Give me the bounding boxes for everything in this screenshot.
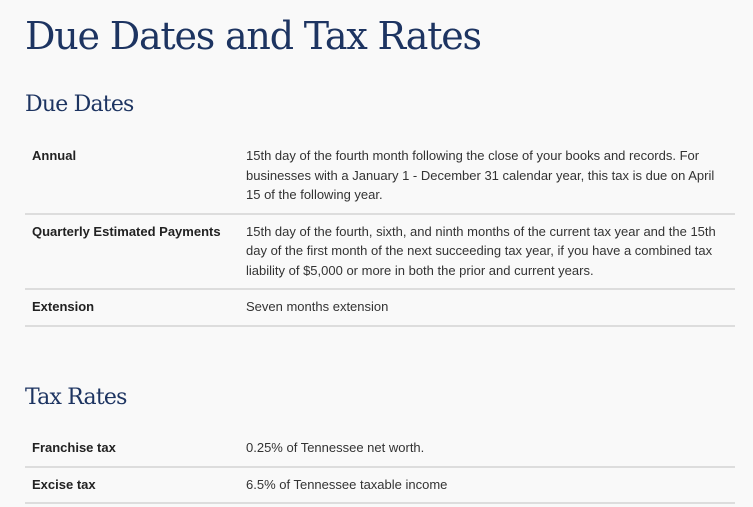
row-label-extension: Extension xyxy=(25,289,238,326)
row-label-excise-tax: Excise tax xyxy=(25,467,238,504)
table-row xyxy=(25,289,735,326)
row-label-annual: Annual xyxy=(25,139,238,214)
page-title: Due Dates and Tax Rates xyxy=(25,14,481,58)
tax-rates-heading: Tax Rates xyxy=(25,385,127,410)
row-value-extension: Seven months extension xyxy=(238,289,735,326)
row-value-franchise-tax: 0.25% of Tennessee net worth. xyxy=(238,431,735,467)
table-row xyxy=(25,467,735,504)
row-label-quarterly: Quarterly Estimated Payments xyxy=(25,214,238,290)
table-row xyxy=(25,139,735,214)
row-value-quarterly: 15th day of the fourth, sixth, and ninth months of the current tax year and the 15th day of the first month of the next succeeding tax year, if you have a combined tax liability of $5,000 or more in both the prior and current years. xyxy=(238,214,735,290)
row-value-annual: 15th day of the fourth month following the close of your books and records. For businesses with a January 1 - December 31 calendar year, this tax is due on April 15 of the following year. xyxy=(238,139,735,214)
tax-rates-table xyxy=(25,431,735,504)
due-dates-heading: Due Dates xyxy=(25,92,134,117)
table-row xyxy=(25,431,735,467)
due-dates-table xyxy=(25,139,735,327)
row-label-franchise-tax: Franchise tax xyxy=(25,431,238,467)
row-value-excise-tax: 6.5% of Tennessee taxable income xyxy=(238,467,735,504)
table-row xyxy=(25,214,735,290)
